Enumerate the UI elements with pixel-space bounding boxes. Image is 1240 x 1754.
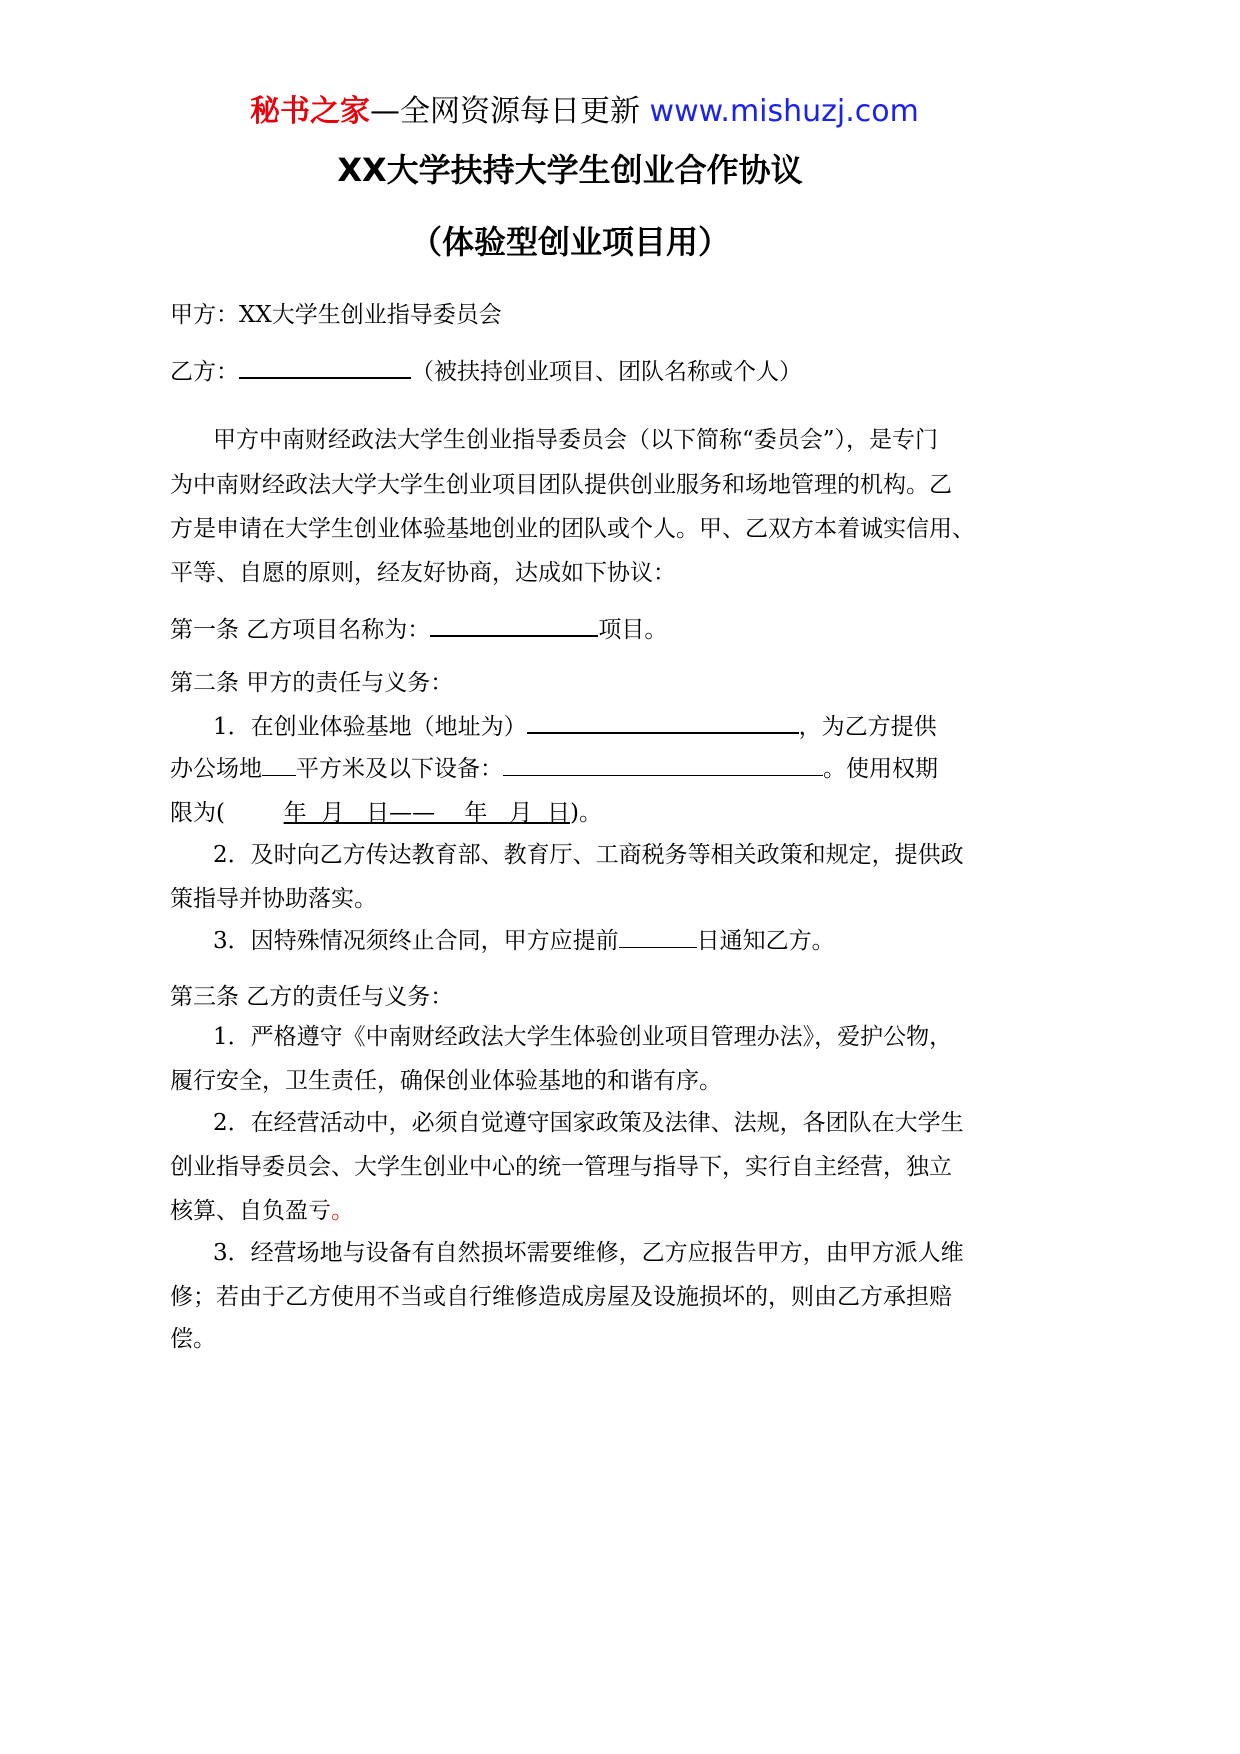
equipment-blank[interactable] (503, 755, 823, 776)
article-3-item-3: 修；若由于乙方使用不当或自行维修造成房屋及设施损坏的，则由乙方承担赔 (170, 1284, 952, 1310)
item-text: 。使用权期 (823, 756, 938, 782)
item-text: 核算、自负盈亏 (170, 1198, 331, 1224)
article-2-item-3 (213, 926, 835, 956)
party-a: 甲方：XX大学生创业指导委员会 (170, 302, 502, 328)
article-3-item-1: 履行安全，卫生责任，确保创业体验基地的和谐有序。 (170, 1068, 722, 1094)
article-1-text: 第一条 乙方项目名称为： (170, 617, 431, 643)
article-2-item-1-cont (170, 754, 938, 784)
article-3-item-2: 创业指导委员会、大学生创业中心的统一管理与指导下，实行自主经营，独立 (170, 1154, 952, 1180)
intro-line: 为中南财经政法大学大学生创业项目团队提供创业服务和场地管理的机构。乙 (170, 472, 952, 498)
header-tagline: 全网资源每日更新 (400, 94, 650, 129)
brand-name: 秘书之家 (250, 94, 370, 129)
item-text: 3．因特殊情况须终止合同，甲方应提前 (213, 928, 619, 954)
article-2-item-2: 2．及时向乙方传达教育部、教育厅、工商税务等相关政策和规定，提供政 (213, 842, 964, 868)
item-text: 1．在创业体验基地（地址为） (213, 714, 527, 740)
intro-line: 方是申请在大学生创业体验基地创业的团队或个人。甲、乙双方本着诚实信用、 (170, 516, 975, 542)
project-name-blank[interactable] (430, 613, 598, 637)
article-3-item-2-end (170, 1196, 354, 1226)
item-text: 平方米及以下设备： (296, 756, 503, 782)
document-title: XX大学扶持大学生创业合作协议 (337, 151, 803, 189)
article-2-item-1 (213, 710, 937, 742)
article-3-item-3: 3．经营场地与设备有自然损坏需要维修，乙方应报告甲方，由甲方派人维 (213, 1240, 964, 1266)
item-text: 日通知乙方。 (696, 928, 835, 954)
article-3-item-3: 偿。 (170, 1326, 216, 1352)
site-header (250, 92, 919, 132)
party-b-line (170, 355, 802, 387)
highlighted-period: 。 (331, 1198, 354, 1224)
item-text: 限为( (170, 800, 225, 826)
article-3-item-2: 2．在经营活动中，必须自觉遵守国家政策及法律、法规，各团队在大学生 (213, 1110, 964, 1136)
intro-line: 平等、自愿的原则，经友好协商，达成如下协议： (170, 560, 676, 586)
document-subtitle: （体验型创业项目用） (409, 223, 730, 261)
article-1-suffix: 项目。 (598, 617, 668, 643)
site-url-link[interactable]: www.mishuzj.com (649, 94, 919, 129)
party-b-blank[interactable] (239, 355, 411, 379)
article-2-item-2: 策指导并协助落实。 (170, 886, 377, 912)
article-2-heading: 第二条 甲方的责任与义务： (170, 670, 454, 696)
article-3-item-1: 1．严格遵守《中南财经政法大学生体验创业项目管理办法》，爱护公物， (213, 1024, 953, 1050)
item-text: )。 (569, 800, 602, 826)
notice-days-blank[interactable] (619, 927, 697, 948)
party-b-note: （被扶持创业项目、团队名称或个人） (411, 359, 802, 385)
party-b-label: 乙方： (170, 359, 239, 385)
article-1 (170, 613, 667, 645)
item-text: 办公场地 (170, 756, 262, 782)
intro-line: 甲方中南财经政法大学生创业指导委员会（以下简称“委员会”），是专门 (213, 427, 939, 453)
address-blank[interactable] (527, 710, 799, 734)
header-dash: — (370, 94, 400, 129)
article-2-item-1-term (170, 798, 602, 828)
item-text: ，为乙方提供 (798, 714, 937, 740)
article-3-heading: 第三条 乙方的责任与义务： (170, 984, 454, 1010)
term-date-blank[interactable]: 年 月 日—— 年 月 日 (283, 800, 570, 826)
area-blank[interactable] (262, 755, 296, 776)
